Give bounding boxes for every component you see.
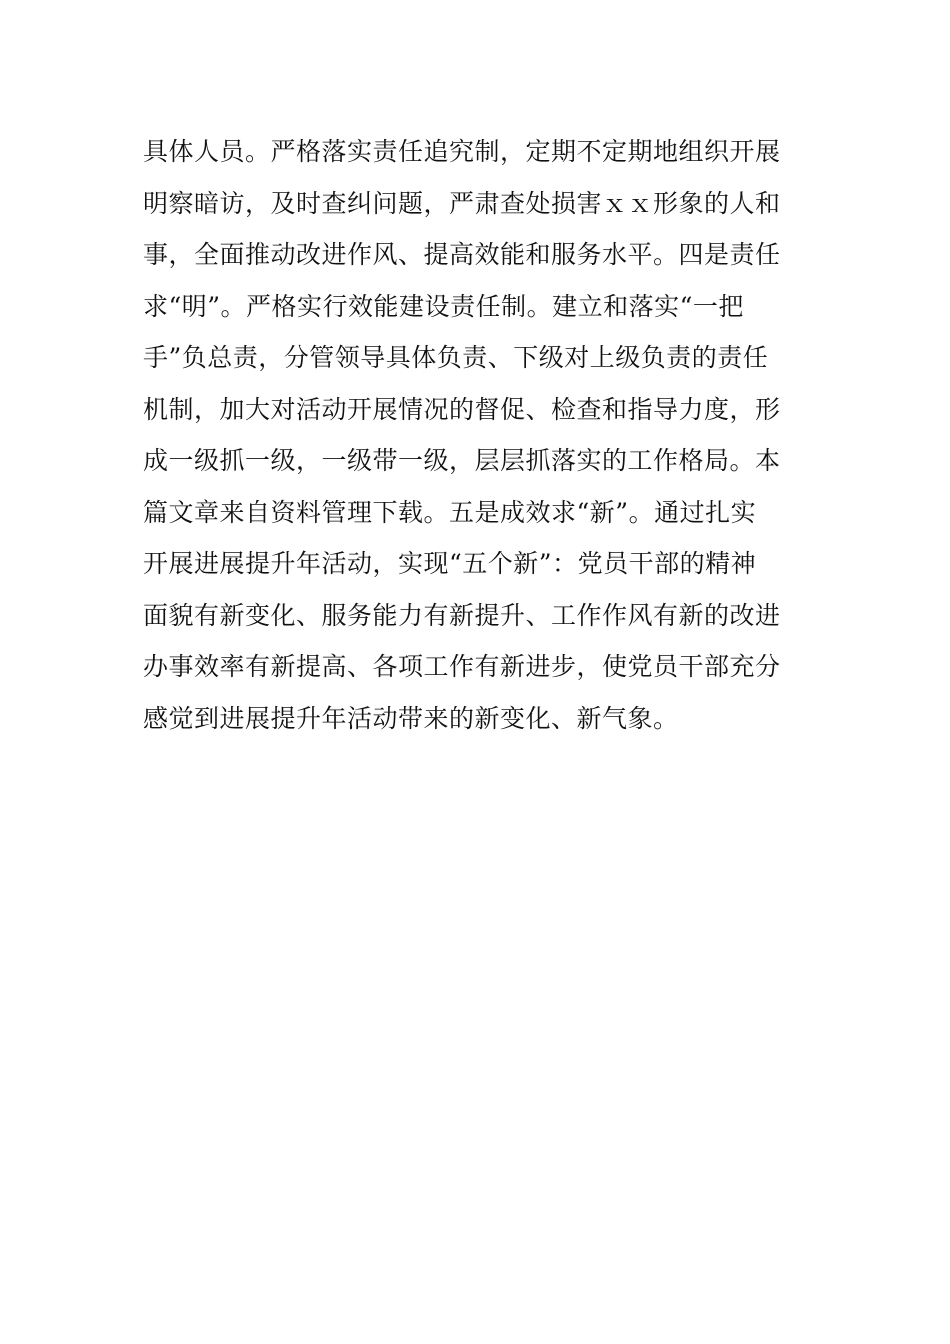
body-paragraph	[143, 126, 823, 744]
text-line-4: 求“明”。严格实行效能建设责任制。建立和落实“一把	[143, 291, 744, 321]
text-line-10: 面貌有新变化、服务能力有新提升、工作作风有新的改进	[143, 600, 781, 630]
text-line-3: 事，全面推动改进作风、提高效能和服务水平。四是责任	[143, 240, 781, 269]
text-line-9: 开展进展提升年活动，实现“五个新”：党员干部的精神	[143, 549, 757, 578]
text-line-11: 办事效率有新提高、各项工作有新进步，使党员干部充分	[143, 652, 781, 681]
text-line-2: 明察暗访，及时查纠问题，严肃查处损害ｘｘ形象的人和	[143, 188, 781, 218]
text-line-5: 手”负总责，分管领导具体负责、下级对上级负责的责任	[143, 343, 769, 372]
text-line-8: 篇文章来自资料管理下载。五是成效求“新”。通过扎实	[143, 497, 757, 527]
text-line-12: 感觉到进展提升年活动带来的新变化、新气象。	[143, 703, 679, 733]
text-line-7: 成一级抓一级，一级带一级，层层抓落实的工作格局。本	[143, 446, 781, 475]
text-line-6: 机制，加大对活动开展情况的督促、检查和指导力度，形	[143, 394, 781, 424]
text-line-1: 具体人员。严格落实责任追究制，定期不定期地组织开展	[143, 137, 781, 166]
